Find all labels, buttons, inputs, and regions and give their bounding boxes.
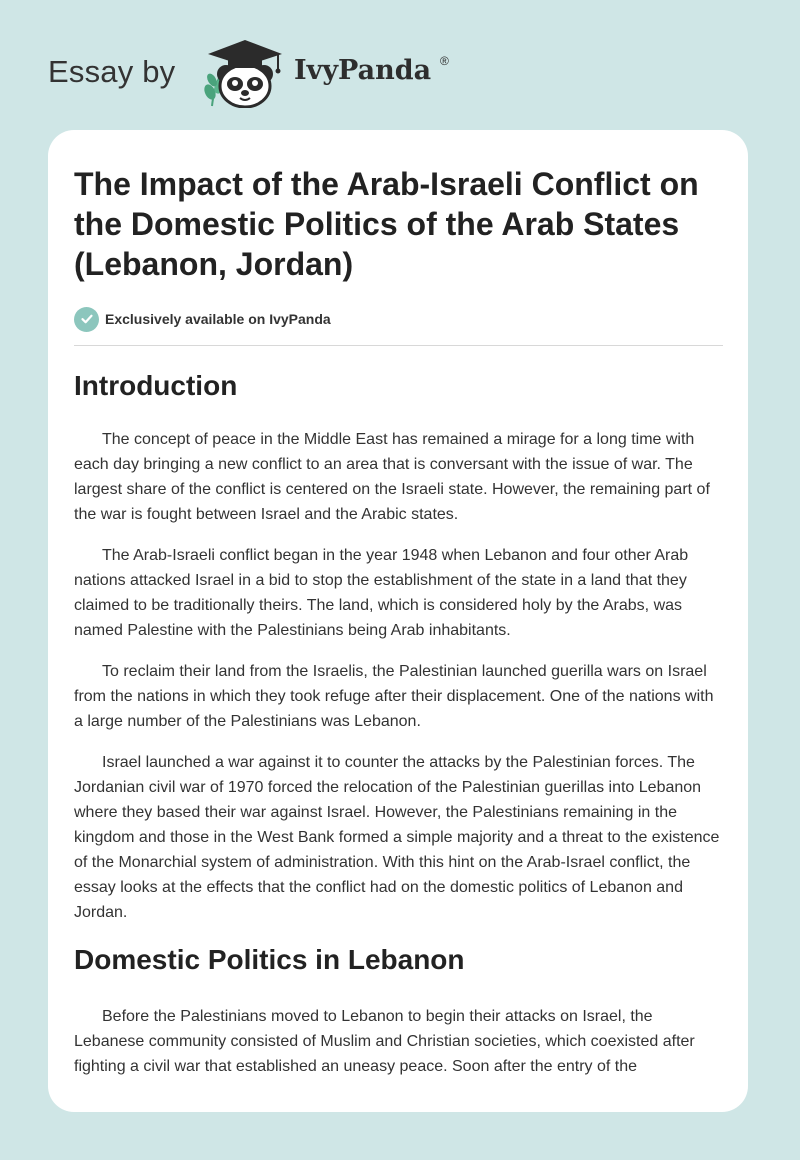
essay-by-label: Essay by xyxy=(48,54,176,89)
check-circle-icon xyxy=(74,307,99,332)
site-header-brand[interactable] xyxy=(48,34,468,110)
exclusive-badge xyxy=(74,306,331,332)
section-heading-introduction: Introduction xyxy=(74,370,238,401)
paragraph: To reclaim their land from the Israelis, the Palestinian launched guerilla wars on Israel from the nations in which they took refuge after their displacement. One of the nations with a large number of the Palestinians was Lebanon. xyxy=(74,663,714,730)
registered-mark: ® xyxy=(440,54,449,68)
essay-title: The Impact of the Arab-Israeli Conflict on the Domestic Politics of the Arab States (Lebanon, Jordan) xyxy=(74,166,699,282)
panda-graduate-logo-icon xyxy=(200,36,290,108)
exclusive-label: Exclusively available on IvyPanda xyxy=(105,311,331,327)
ivypanda-wordmark: IvyPanda xyxy=(294,55,432,86)
paragraph: The Arab-Israeli conflict began in the year 1948 when Lebanon and four other Arab nations attacked Israel in a bid to stop the establishment of the state in a land that they claimed to be traditionally theirs. The land, which is considered holy by the Arabs, was named Palestine with the Palestinians being Arab inhabitants. xyxy=(74,547,689,639)
essay-card xyxy=(48,130,748,1112)
section-heading-domestic-politics-lebanon: Domestic Politics in Lebanon xyxy=(74,944,465,975)
paragraph: Before the Palestinians moved to Lebanon to begin their attacks on Israel, the Lebanese community consisted of Muslim and Christian societies, which coexisted after fighting a civil war that established an uneasy peace. Soon after the entry of the xyxy=(74,1008,695,1075)
paragraph: Israel launched a war against it to counter the attacks by the Palestinian forces. The Jordanian civil war of 1970 forced the relocation of the Palestinian guerillas into Lebanon where they based their war against Israel. However, the Palestinians remaining in the kingdom and those in the West Bank formed a simple majority and a threat to the existence of the Monarchial system of administration. With this hint on the Arab-Israel conflict, the essay looks at the effects that the conflict had on the domestic politics of Lebanon and Jordan. xyxy=(74,754,720,921)
divider xyxy=(74,345,723,346)
paragraph: The concept of peace in the Middle East has remained a mirage for a long time with each day bringing a new conflict to an area that is conversant with the issue of war. The largest share of the conflict is centered on the Israeli state. However, the remaining part of the war is fought between Israel and the Arabic states. xyxy=(74,431,710,523)
